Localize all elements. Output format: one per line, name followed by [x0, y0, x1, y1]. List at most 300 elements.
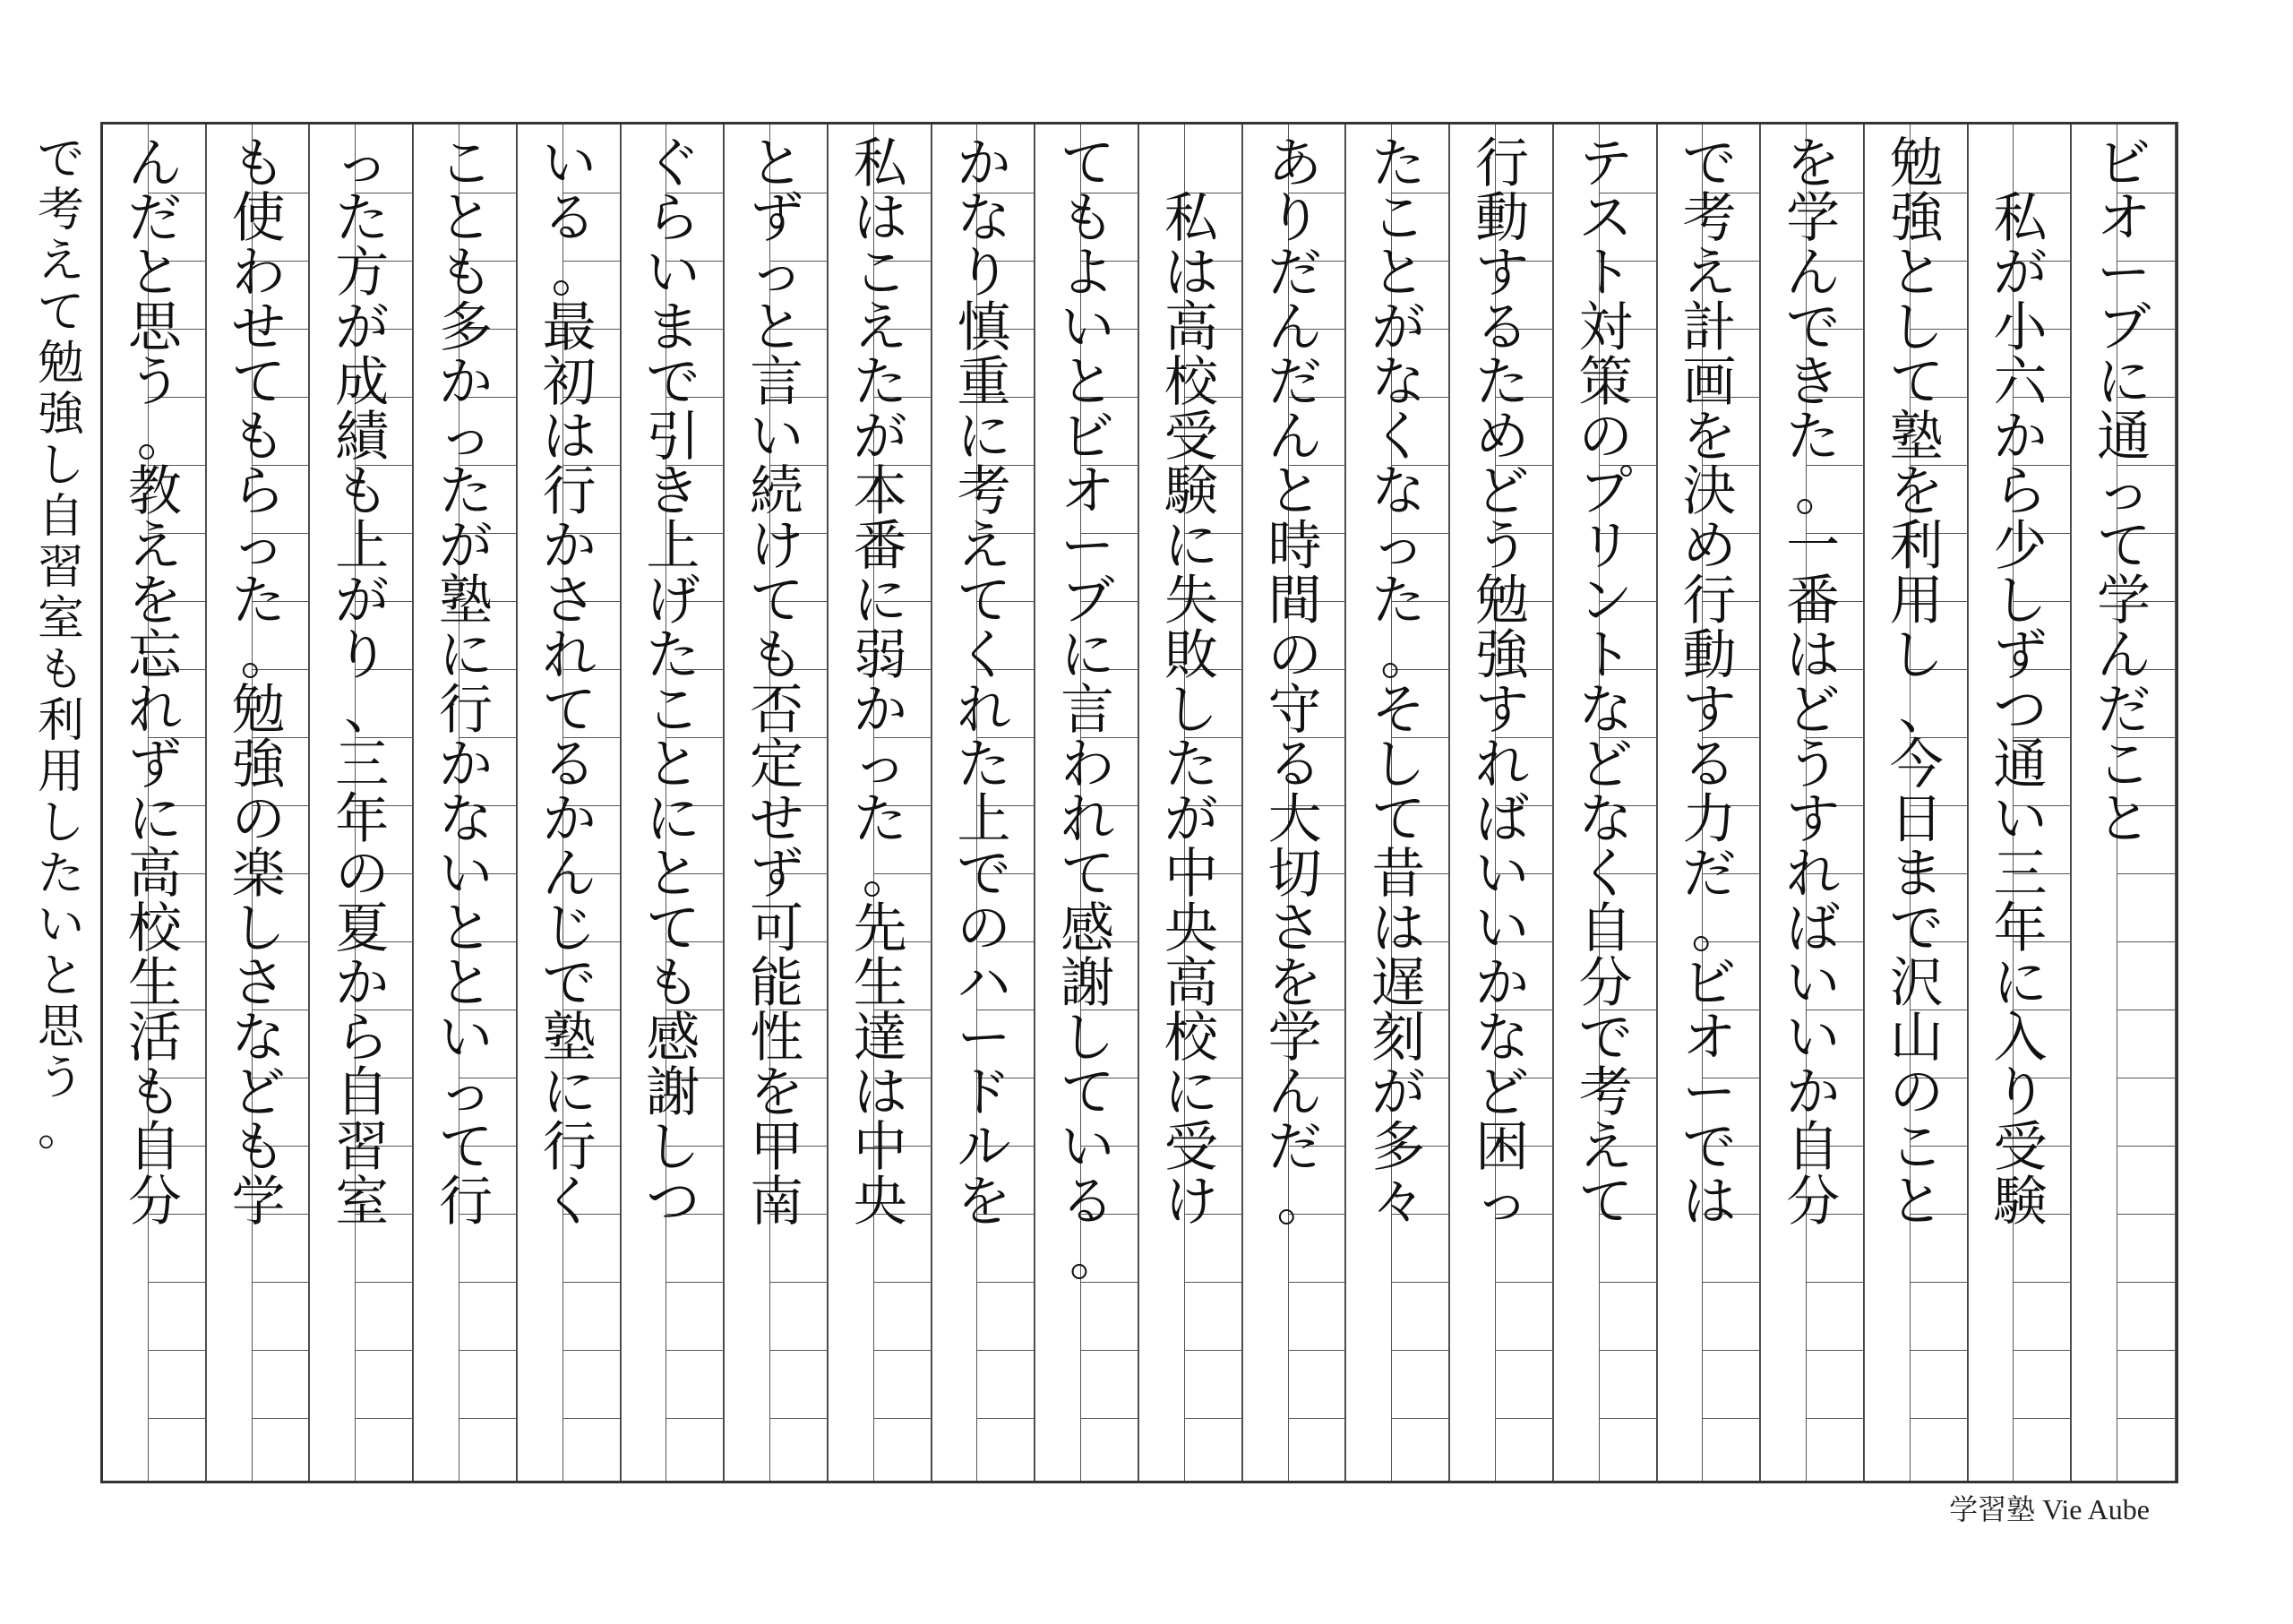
glyph: の	[335, 843, 390, 906]
glyph: 。	[136, 406, 191, 468]
glyph: 校	[1164, 351, 1218, 414]
glyph: だ	[1267, 351, 1322, 414]
glyph: も	[335, 460, 390, 523]
glyph: 中	[1164, 843, 1218, 906]
glyph: な	[438, 788, 493, 851]
glyph: 強	[37, 388, 84, 442]
glyph: て	[1061, 1061, 1115, 1124]
glyph: 方	[335, 242, 390, 305]
glyph: 々	[1371, 1171, 1426, 1233]
glyph: 小	[1993, 296, 2048, 359]
glyph: 、	[344, 679, 399, 742]
glyph: ど	[1578, 734, 1633, 796]
glyph: は	[542, 406, 597, 468]
glyph	[1139, 137, 1243, 192]
glyph: と	[438, 898, 493, 960]
glyph: ン	[1578, 570, 1633, 632]
glyph: 央	[853, 1171, 907, 1233]
glyph: 考	[37, 184, 84, 237]
glyph: て	[1371, 788, 1426, 851]
glyph: と	[1889, 242, 1944, 305]
glyph: 少	[1993, 515, 2048, 578]
glyph: 室	[335, 1171, 390, 1233]
glyph: 強	[231, 734, 286, 796]
glyph: 性	[750, 1007, 804, 1070]
glyph: プ	[1578, 460, 1633, 523]
glyph: っ	[2097, 460, 2151, 523]
glyph: 学	[231, 1171, 286, 1233]
glyph: よ	[1061, 242, 1115, 305]
glyph: す	[1786, 788, 1841, 851]
glyph: で	[37, 133, 84, 186]
glyph: き	[646, 460, 700, 523]
column-text	[310, 133, 414, 1468]
glyph: て	[37, 286, 84, 339]
glyph: か	[1786, 1061, 1841, 1124]
glyph: だ	[1682, 843, 1737, 906]
manuscript-column	[1656, 125, 1762, 1481]
column-text	[1139, 137, 1243, 1468]
glyph: ル	[957, 1116, 1011, 1179]
glyph: を	[1682, 406, 1737, 468]
glyph: れ	[127, 679, 182, 742]
glyph: く	[1371, 406, 1426, 468]
glyph: う	[1474, 515, 1529, 578]
glyph: リ	[1578, 515, 1633, 578]
glyph: ブ	[1061, 570, 1115, 632]
glyph: も	[750, 624, 804, 687]
glyph: て	[1061, 133, 1115, 195]
glyph: ば	[1786, 898, 1841, 960]
glyph: 。	[551, 242, 605, 305]
glyph: と	[438, 952, 493, 1015]
glyph: ら	[1993, 460, 2048, 523]
glyph: も	[37, 643, 84, 697]
glyph: た	[335, 187, 390, 250]
glyph: 今	[1889, 734, 1944, 796]
glyph: 日	[1889, 788, 1944, 851]
glyph: 可	[750, 898, 804, 960]
glyph: そ	[1371, 679, 1426, 742]
glyph: は	[853, 187, 907, 250]
glyph: う	[1786, 734, 1841, 796]
column-text	[1761, 133, 1865, 1468]
glyph: 用	[37, 745, 84, 799]
glyph: し	[1889, 296, 1944, 359]
glyph: の	[1267, 624, 1322, 687]
glyph: れ	[1474, 734, 1529, 796]
glyph: く	[1578, 843, 1633, 906]
glyph: 刻	[1371, 1007, 1426, 1070]
glyph: い	[438, 843, 493, 906]
glyph: し	[1164, 679, 1218, 742]
column-text	[1969, 137, 2073, 1468]
glyph: 定	[750, 734, 804, 796]
glyph: で	[1786, 296, 1841, 359]
glyph: し	[1371, 734, 1426, 796]
glyph: た	[1164, 734, 1218, 796]
glyph: ず	[750, 843, 804, 906]
glyph: さ	[1267, 898, 1322, 960]
glyph: 三	[335, 734, 390, 796]
glyph: 室	[37, 592, 84, 646]
column-text	[725, 133, 829, 1468]
glyph: に	[438, 624, 493, 687]
glyph: 考	[1578, 1061, 1633, 1124]
glyph: 言	[750, 351, 804, 414]
manuscript-column	[1448, 125, 1554, 1481]
glyph: で	[646, 351, 700, 414]
glyph: と	[1267, 460, 1322, 523]
glyph: 。	[1794, 460, 1849, 523]
glyph: す	[1474, 242, 1529, 305]
glyph: が	[1164, 788, 1218, 851]
glyph: ず	[750, 187, 804, 250]
glyph: と	[2097, 788, 2151, 851]
glyph: い	[1061, 1116, 1115, 1179]
column-text	[1658, 133, 1762, 1468]
glyph: と	[37, 949, 84, 1003]
glyph: に	[1164, 1061, 1218, 1124]
glyph: く	[957, 624, 1011, 687]
glyph: て	[438, 1116, 493, 1179]
glyph: と	[438, 187, 493, 250]
glyph: 校	[127, 898, 182, 960]
glyph: 行	[438, 679, 493, 742]
column-text	[932, 133, 1036, 1468]
glyph: ま	[646, 296, 700, 359]
glyph: あ	[1267, 133, 1322, 195]
glyph: た	[438, 460, 493, 523]
glyph: る	[1061, 1171, 1115, 1233]
glyph: ば	[1474, 788, 1529, 851]
glyph: 年	[335, 788, 390, 851]
glyph: 校	[1164, 1007, 1218, 1070]
glyph: テ	[1578, 133, 1633, 195]
glyph: さ	[231, 952, 286, 1015]
glyph: 達	[853, 1007, 907, 1070]
manuscript-column	[1759, 125, 1865, 1481]
glyph: て	[750, 570, 804, 632]
glyph: 昔	[1371, 843, 1426, 906]
manuscript-column	[1034, 125, 1139, 1481]
glyph: 本	[853, 460, 907, 523]
glyph: た	[1474, 351, 1529, 414]
glyph: き	[1786, 351, 1841, 414]
glyph: ら	[231, 460, 286, 523]
glyph: 利	[37, 694, 84, 748]
glyph: い	[1061, 296, 1115, 359]
glyph: 多	[1371, 1116, 1426, 1179]
glyph: 塾	[542, 1007, 597, 1070]
glyph: て	[1578, 1171, 1633, 1233]
column-text	[518, 133, 622, 1468]
glyph: 引	[646, 406, 700, 468]
glyph: の	[231, 788, 286, 851]
column-text	[2072, 133, 2176, 1468]
column-text	[622, 133, 726, 1468]
glyph: ん	[1267, 296, 1322, 359]
glyph: る	[1682, 734, 1737, 796]
glyph: を	[750, 1061, 804, 1124]
manuscript-column	[620, 125, 726, 1481]
glyph: で	[1682, 133, 1737, 195]
glyph: 、	[1898, 679, 1953, 742]
glyph: か	[438, 351, 493, 414]
glyph: を	[1786, 133, 1841, 195]
glyph: て	[646, 898, 700, 960]
glyph: っ	[750, 242, 804, 305]
glyph: も	[231, 1116, 286, 1179]
glyph: こ	[646, 679, 700, 742]
glyph: 敗	[1164, 624, 1218, 687]
glyph: な	[1474, 1007, 1529, 1070]
glyph: い	[1993, 788, 2048, 851]
glyph: 受	[1164, 1116, 1218, 1179]
glyph: 塾	[438, 570, 493, 632]
glyph: 策	[1578, 351, 1633, 414]
glyph: 能	[750, 952, 804, 1015]
manuscript-column	[1241, 125, 1347, 1481]
glyph: 年	[1993, 898, 2048, 960]
glyph: か	[438, 734, 493, 796]
glyph: げ	[646, 570, 700, 632]
glyph: る	[542, 734, 597, 796]
glyph: か	[542, 788, 597, 851]
glyph: 続	[750, 460, 804, 523]
manuscript-sheet	[100, 122, 2178, 1483]
glyph: が	[438, 515, 493, 578]
glyph: は	[1371, 898, 1426, 960]
glyph: に	[542, 1061, 597, 1124]
glyph: ー	[1061, 515, 1115, 578]
glyph: 謝	[1061, 952, 1115, 1015]
glyph: っ	[438, 406, 493, 468]
glyph: か	[542, 515, 597, 578]
glyph: り	[1267, 187, 1322, 250]
glyph: 最	[542, 296, 597, 359]
glyph: わ	[231, 242, 286, 305]
glyph: 分	[1578, 952, 1633, 1015]
column-text	[1865, 133, 1969, 1468]
glyph: い	[542, 133, 597, 195]
overflow-line	[36, 134, 86, 1388]
glyph: 上	[957, 788, 1011, 851]
glyph: ト	[1578, 624, 1633, 687]
glyph: 高	[127, 843, 182, 906]
glyph: る	[1474, 296, 1529, 359]
glyph: 忘	[127, 624, 182, 687]
glyph: 。	[862, 843, 916, 906]
glyph: 行	[542, 1116, 597, 1179]
column-text	[1035, 133, 1139, 1468]
glyph: っ	[1474, 1171, 1529, 1233]
glyph: し	[37, 439, 84, 493]
glyph: 遅	[1371, 952, 1426, 1015]
glyph: と	[127, 242, 182, 305]
glyph: 思	[127, 296, 182, 359]
glyph: 勉	[37, 337, 84, 391]
manuscript-column	[412, 125, 518, 1481]
glyph: ん	[1267, 406, 1322, 468]
glyph: も	[438, 242, 493, 305]
glyph: 。	[1380, 624, 1435, 687]
glyph: は	[853, 1061, 907, 1124]
glyph: れ	[1061, 788, 1115, 851]
glyph: っ	[335, 133, 390, 195]
glyph: け	[1164, 1171, 1218, 1233]
glyph: つ	[1993, 679, 2048, 742]
glyph: な	[1578, 679, 1633, 742]
manuscript-column	[1138, 125, 1243, 1481]
glyph: た	[37, 847, 84, 901]
glyph: を	[1267, 952, 1322, 1015]
glyph: 分	[127, 1171, 182, 1233]
glyph: 困	[1474, 1116, 1529, 1179]
glyph: ト	[1578, 242, 1633, 305]
glyph: ん	[2097, 624, 2151, 687]
glyph: に	[2097, 351, 2151, 414]
column-text	[414, 133, 518, 1468]
glyph: に	[853, 570, 907, 632]
glyph: 切	[1267, 843, 1322, 906]
glyph: え	[1682, 242, 1737, 305]
glyph: 験	[1993, 1171, 2048, 1233]
glyph: な	[1371, 460, 1426, 523]
glyph: り	[1993, 1061, 2048, 1124]
glyph: に	[957, 406, 1011, 468]
glyph: 一	[1786, 515, 1841, 578]
glyph: 沢	[1889, 952, 1944, 1015]
glyph: か	[957, 133, 1011, 195]
glyph: 。	[37, 1103, 84, 1156]
glyph: 自	[37, 490, 84, 544]
glyph: な	[231, 1007, 286, 1070]
glyph: な	[1371, 351, 1426, 414]
manuscript-column	[827, 125, 932, 1481]
glyph: れ	[542, 624, 597, 687]
glyph: の	[1578, 406, 1633, 468]
glyph: 否	[750, 679, 804, 742]
glyph: し	[231, 898, 286, 960]
glyph: ー	[2097, 242, 2151, 305]
glyph: 感	[1061, 898, 1115, 960]
glyph: 動	[1474, 187, 1529, 250]
glyph: オ	[2097, 187, 2151, 250]
glyph: す	[1474, 679, 1529, 742]
glyph: 多	[438, 296, 493, 359]
glyph: 対	[1578, 296, 1633, 359]
glyph: 通	[1993, 734, 2048, 796]
glyph: を	[957, 1171, 1011, 1233]
glyph: こ	[1889, 1116, 1944, 1179]
glyph: 強	[1474, 624, 1529, 687]
column-text	[829, 133, 932, 1468]
glyph: 弱	[853, 624, 907, 687]
glyph: を	[127, 570, 182, 632]
glyph: た	[1371, 570, 1426, 632]
glyph: は	[1164, 242, 1218, 305]
glyph: い	[1474, 898, 1529, 960]
glyph: 行	[1682, 570, 1737, 632]
glyph: 考	[957, 460, 1011, 523]
glyph: 自	[1578, 898, 1633, 960]
glyph: て	[1889, 351, 1944, 414]
glyph: で	[1682, 1116, 1737, 1179]
glyph: 楽	[231, 843, 286, 906]
glyph: を	[1889, 460, 1944, 523]
glyph: ど	[1786, 679, 1841, 742]
glyph: に	[1061, 624, 1115, 687]
glyph: た	[646, 624, 700, 687]
glyph: 私	[1164, 187, 1218, 250]
glyph: 六	[1993, 351, 2048, 414]
glyph: と	[750, 133, 804, 195]
glyph: で	[957, 843, 1011, 906]
glyph: ブ	[2097, 296, 2151, 359]
glyph: 利	[1889, 515, 1944, 578]
glyph: 考	[1682, 187, 1737, 250]
glyph: 思	[37, 1001, 84, 1054]
glyph: た	[1371, 133, 1426, 195]
glyph: と	[646, 734, 700, 796]
glyph: せ	[750, 788, 804, 851]
glyph: で	[1578, 1007, 1633, 1070]
glyph: か	[1993, 406, 2048, 468]
glyph: 習	[37, 541, 84, 595]
glyph: う	[127, 351, 182, 414]
glyph: え	[957, 515, 1011, 578]
glyph: に	[646, 788, 700, 851]
glyph: て	[2097, 515, 2151, 578]
glyph: い	[1474, 843, 1529, 906]
glyph: 感	[646, 1007, 700, 1070]
glyph: 私	[853, 133, 907, 195]
glyph: ん	[1267, 1061, 1322, 1124]
glyph: た	[1786, 406, 1841, 468]
glyph: が	[1371, 1061, 1426, 1124]
glyph: ど	[1474, 1061, 1529, 1124]
manuscript-column	[308, 125, 414, 1481]
glyph: て	[231, 351, 286, 414]
glyph: け	[750, 515, 804, 578]
glyph: 山	[1889, 1007, 1944, 1070]
glyph: う	[37, 1052, 84, 1105]
glyph: 学	[2097, 570, 2151, 632]
glyph: 自	[127, 1116, 182, 1179]
glyph: こ	[438, 133, 493, 195]
glyph: ぐ	[646, 133, 700, 195]
glyph: て	[957, 570, 1011, 632]
glyph: ま	[1889, 843, 1944, 906]
glyph: も	[231, 406, 286, 468]
glyph: 南	[750, 1171, 804, 1233]
glyph: オ	[1682, 1007, 1737, 1070]
glyph: い	[750, 406, 804, 468]
glyph: ハ	[957, 952, 1011, 1015]
glyph: 。	[240, 624, 295, 687]
glyph: と	[750, 296, 804, 359]
glyph: ー	[1682, 1061, 1737, 1124]
glyph: に	[127, 788, 182, 851]
glyph: し	[1993, 570, 2048, 632]
glyph: っ	[1371, 515, 1426, 578]
glyph: 。	[1276, 1171, 1331, 1233]
glyph: 使	[231, 187, 286, 250]
glyph: 勉	[231, 679, 286, 742]
glyph: 教	[127, 460, 182, 523]
glyph: い	[438, 1007, 493, 1070]
